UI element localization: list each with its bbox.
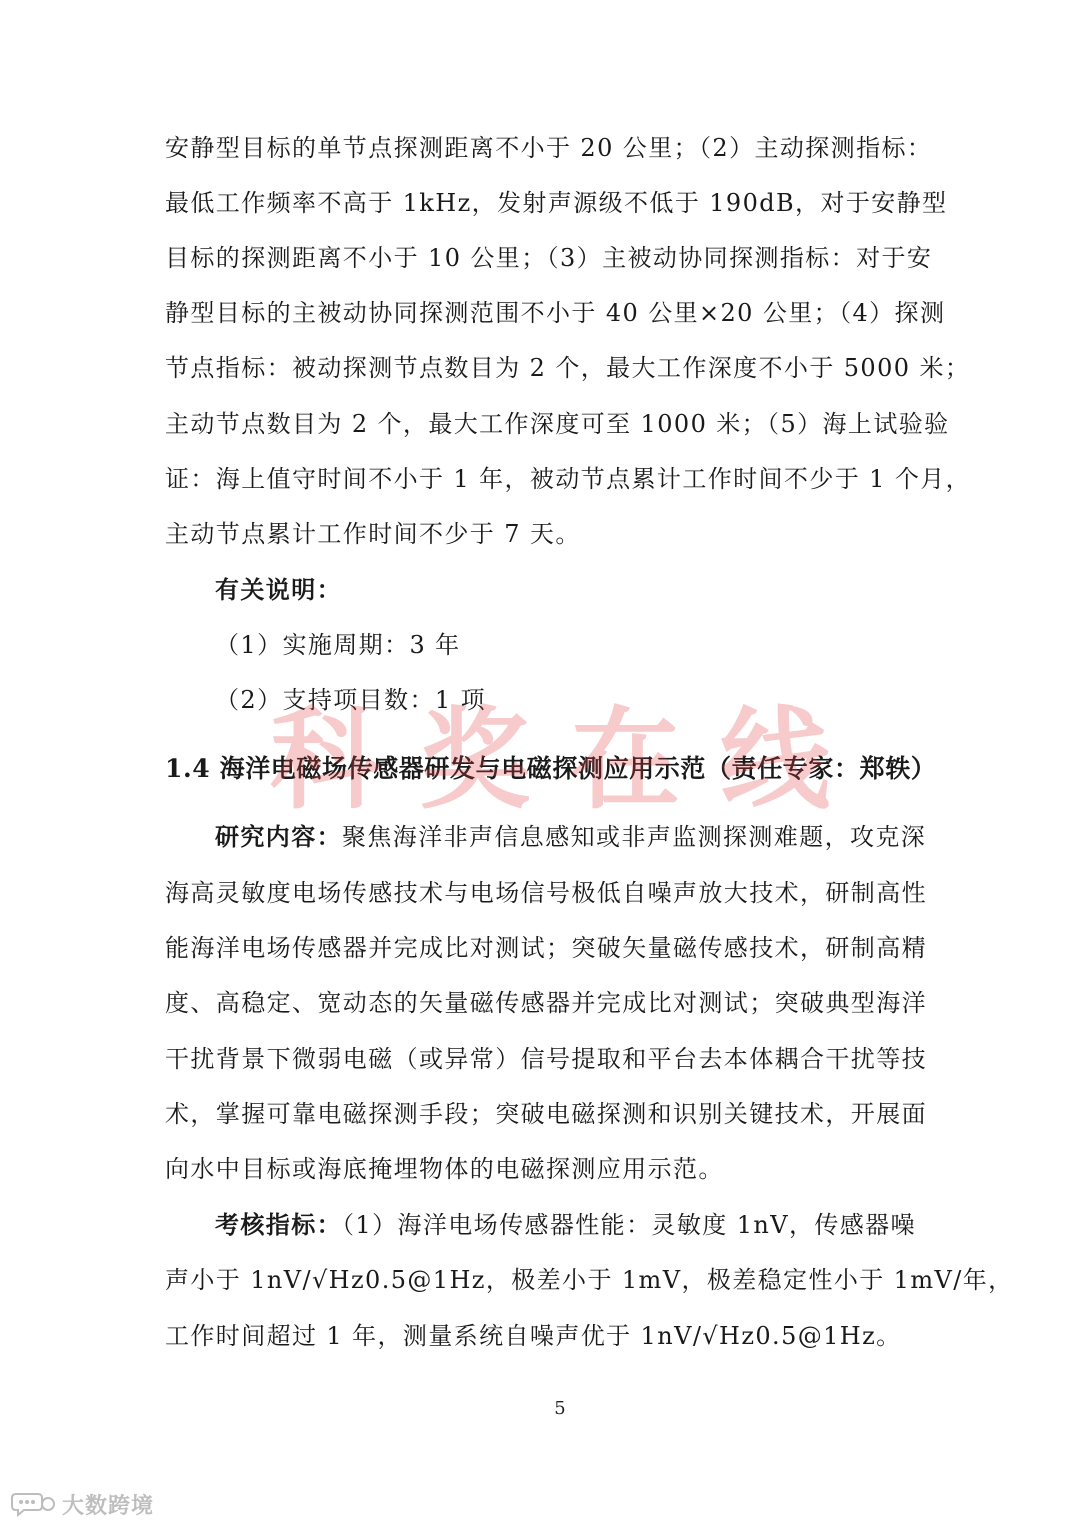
paragraph-line: 能海洋电场传感器并完成比对测试；突破矢量磁传感技术，研制高精 bbox=[165, 934, 927, 962]
research-first-line bbox=[215, 820, 927, 854]
paragraph-line: 节点指标：被动探测节点数目为 2 个，最大工作深度不小于 5000 米； bbox=[165, 354, 971, 382]
paragraph-line: 干扰背景下微弱电磁（或异常）信号提取和平台去本体耦合干扰等技 bbox=[165, 1045, 927, 1073]
watermark-char: 科 bbox=[270, 696, 380, 824]
source-logo-text: 大数跨境 bbox=[62, 1493, 155, 1519]
page-number: 5 bbox=[554, 1398, 566, 1419]
assessment-first-line bbox=[215, 1208, 915, 1242]
paragraph-line: 目标的探测距离不小于 10 公里；（3）主被动协同探测指标：对于安 bbox=[165, 244, 933, 272]
assessment-label: 考核指标： bbox=[215, 1210, 342, 1239]
research-label: 研究内容： bbox=[215, 822, 342, 851]
paragraph-line: 海高灵敏度电场传感技术与电场信号极低自噪声放大技术，研制高性 bbox=[165, 879, 927, 907]
paragraph-line: 向水中目标或海底掩埋物体的电磁探测应用示范。 bbox=[165, 1155, 724, 1183]
paragraph-line: 最低工作频率不高于 1kHz，发射声源级不低于 190dB，对于安静型 bbox=[165, 189, 948, 217]
notes-item: （1）实施周期：3 年 bbox=[215, 631, 461, 659]
research-first-line-text: 聚焦海洋非声信息感知或非声监测探测难题，攻克深 bbox=[342, 823, 927, 851]
watermark-char: 在 bbox=[570, 696, 680, 824]
paragraph-line: 证：海上值守时间不小于 1 年，被动节点累计工作时间不少于 1 个月， bbox=[165, 465, 972, 493]
watermark-char: 线 bbox=[720, 696, 830, 824]
paragraph-line: 度、高稳定、宽动态的矢量磁传感器并完成比对测试；突破典型海洋 bbox=[165, 989, 927, 1017]
paragraph-line: 主动节点数目为 2 个，最大工作深度可至 1000 米；（5）海上试验验 bbox=[165, 410, 950, 438]
notes-title: 有关说明： bbox=[215, 575, 342, 604]
paragraph-line: 工作时间超过 1 年，测量系统自噪声优于 1nV/√Hz0.5@1Hz。 bbox=[165, 1322, 902, 1350]
paragraph-line: 声小于 1nV/√Hz0.5@1Hz，极差小于 1mV，极差稳定性小于 1mV/年， bbox=[165, 1266, 1014, 1294]
notes-item: （2）支持项目数：1 项 bbox=[215, 686, 486, 714]
assessment-first-line-text: （1）海洋电场传感器性能：灵敏度 1nV，传感器噪 bbox=[342, 1211, 916, 1239]
section-heading: 1.4 海洋电磁场传感器研发与电磁探测应用示范（责任专家：郑轶） bbox=[165, 754, 937, 783]
watermark-char: 奖 bbox=[420, 696, 530, 824]
source-logo bbox=[12, 1487, 154, 1521]
paragraph-line: 术，掌握可靠电磁探测手段；突破电磁探测和识别关键技术，开展面 bbox=[165, 1100, 927, 1128]
paragraph-line: 安静型目标的单节点探测距离不小于 20 公里；（2）主动探测指标： bbox=[165, 134, 933, 162]
paragraph-line: 静型目标的主被动协同探测范围不小于 40 公里×20 公里；（4）探测 bbox=[165, 299, 946, 327]
paragraph-line: 主动节点累计工作时间不少于 7 天。 bbox=[165, 520, 581, 548]
chat-bubble-icon bbox=[12, 1491, 56, 1517]
